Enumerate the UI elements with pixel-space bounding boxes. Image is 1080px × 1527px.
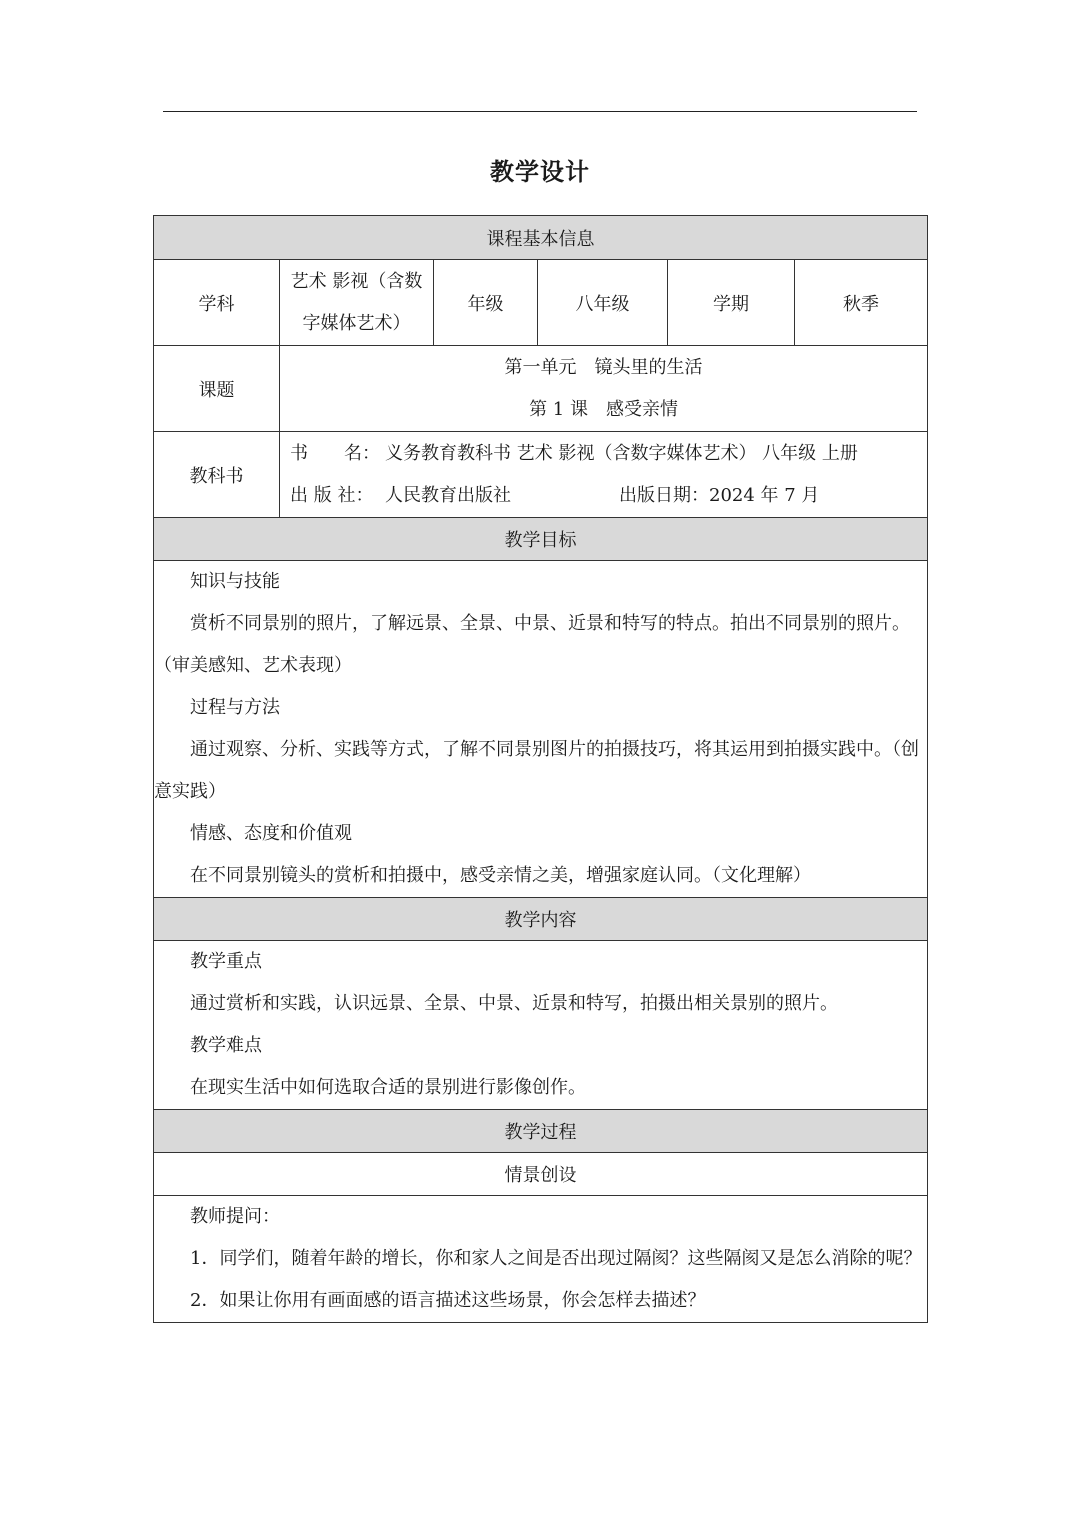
- subject-value-line1: 艺术 影视（含数: [290, 270, 423, 292]
- subject-label: 学科: [154, 260, 280, 346]
- textbook-name-row: [280, 433, 927, 475]
- topic-lesson: 第 1 课 感受亲情: [529, 398, 678, 420]
- objective-paragraph: 赏析不同景别的照片，了解远景、全景、中景、近景和特写的特点。拍出不同景别的照片。（审美感知、艺术表现）: [154, 613, 910, 676]
- objectives-header: 教学目标: [154, 518, 928, 561]
- basic-info-header: 课程基本信息: [154, 216, 928, 260]
- content-body: [154, 941, 928, 1110]
- subject-value-line2: 字媒体艺术）: [302, 312, 411, 334]
- term-value: 秋季: [795, 260, 928, 346]
- textbook-info: [280, 432, 928, 518]
- grade-value: 八年级: [538, 260, 668, 346]
- content-paragraph: 通过赏析和实践，认识远景、全景、中景、近景和特写，拍摄出相关景别的照片。: [190, 993, 838, 1014]
- term-label: 学期: [668, 260, 795, 346]
- content-header: 教学内容: [154, 898, 928, 941]
- grade-label: 年级: [434, 260, 538, 346]
- objective-paragraph: 通过观察、分析、实践等方式，了解不同景别图片的拍摄技巧，将其运用到拍摄实践中。（创意实践）: [154, 739, 919, 802]
- topic-unit: 第一单元 镜头里的生活: [504, 356, 703, 378]
- process-subheader: 情景创设: [154, 1153, 928, 1196]
- objective-paragraph: 在不同景别镜头的赏析和拍摄中，感受亲情之美，增强家庭认同。（文化理解）: [190, 865, 811, 886]
- topic-label: 课题: [154, 346, 280, 432]
- process-body: [154, 1196, 928, 1323]
- process-heading: 教师提问：: [190, 1206, 280, 1227]
- lesson-design-table: [153, 215, 928, 1323]
- process-question: 2．如果让你用有画面感的语言描述这些场景，你会怎样去描述？: [190, 1290, 706, 1311]
- publisher-row: [280, 475, 927, 517]
- textbook-label: 教科书: [154, 432, 280, 518]
- pub-date-label: 出版日期：: [619, 484, 709, 506]
- objectives-body: [154, 561, 928, 898]
- pub-date-value: 2024 年 7 月: [709, 484, 820, 506]
- process-header: 教学过程: [154, 1110, 928, 1153]
- process-question: 1．同学们，随着年龄的增长，你和家人之间是否出现过隔阂？这些隔阂又是怎么消除的呢？: [190, 1248, 922, 1269]
- content-heading-difficulty: 教学难点: [190, 1035, 262, 1056]
- objective-heading-values: 情感、态度和价值观: [190, 823, 352, 844]
- publisher-value: 人民教育出版社: [385, 484, 511, 506]
- header-rule: [163, 111, 917, 112]
- content-paragraph: 在现实生活中如何选取合适的景别进行影像创作。: [190, 1077, 586, 1098]
- topic-value: [280, 346, 928, 432]
- objective-heading-process: 过程与方法: [190, 697, 280, 718]
- textbook-name-value: 义务教育教科书 艺术 影视（含数字媒体艺术） 八年级 上册: [385, 442, 858, 464]
- objective-heading-knowledge: 知识与技能: [190, 571, 280, 592]
- textbook-name-label: 书 名：: [290, 442, 380, 464]
- subject-value: [280, 260, 434, 346]
- page-title: 教学设计: [490, 157, 590, 186]
- publisher-label: 出 版 社：: [290, 484, 374, 506]
- content-heading-key: 教学重点: [190, 951, 262, 972]
